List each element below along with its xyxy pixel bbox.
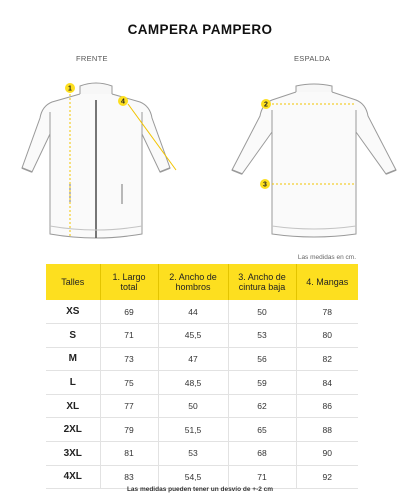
measurement-cell: 83	[100, 465, 158, 489]
measurement-cell: 59	[228, 371, 296, 395]
size-table-header	[46, 264, 358, 300]
measurement-cell: 82	[296, 347, 358, 371]
table-row	[46, 324, 358, 348]
measurement-cell: 75	[100, 371, 158, 395]
table-row	[46, 347, 358, 371]
measurement-cell: 71	[228, 465, 296, 489]
measurement-cell: 44	[158, 300, 228, 324]
measurement-cell: 47	[158, 347, 228, 371]
garment-illustration	[0, 64, 400, 244]
size-table	[46, 264, 358, 489]
marker-4	[118, 96, 128, 106]
measurement-cell: 56	[228, 347, 296, 371]
measurement-cell: 51,5	[158, 418, 228, 442]
size-table-body	[46, 300, 358, 489]
measurement-cell: 68	[228, 442, 296, 466]
table-row	[46, 371, 358, 395]
size-cell: 4XL	[46, 465, 100, 489]
column-header-3: 3. Ancho de cintura baja	[228, 264, 296, 300]
size-cell: 2XL	[46, 418, 100, 442]
size-cell: XS	[46, 300, 100, 324]
measurement-cell: 73	[100, 347, 158, 371]
table-row	[46, 394, 358, 418]
svg-text:2: 2	[264, 101, 268, 109]
measurement-cell: 79	[100, 418, 158, 442]
units-note: Las medidas en cm.	[297, 254, 356, 261]
measurement-cell: 88	[296, 418, 358, 442]
column-header-1: 1. Largo total	[100, 264, 158, 300]
front-jacket-drawing	[22, 83, 170, 238]
marker-1	[65, 83, 75, 93]
measurement-cell: 54,5	[158, 465, 228, 489]
column-header-0: Talles	[46, 264, 100, 300]
svg-text:3: 3	[263, 181, 267, 189]
table-row	[46, 442, 358, 466]
measurement-cell: 81	[100, 442, 158, 466]
svg-text:1: 1	[68, 85, 72, 93]
size-cell: XL	[46, 394, 100, 418]
svg-text:4: 4	[121, 98, 125, 106]
size-cell: M	[46, 347, 100, 371]
footnote: Las medidas pueden tener un desvío de +-2 cm	[126, 486, 274, 493]
back-view-label: ESPALDA	[294, 54, 331, 63]
measurement-cell: 92	[296, 465, 358, 489]
size-cell: 3XL	[46, 442, 100, 466]
measurement-cell: 50	[228, 300, 296, 324]
measurement-cell: 80	[296, 324, 358, 348]
measurement-cell: 69	[100, 300, 158, 324]
measurement-cell: 77	[100, 394, 158, 418]
measurement-cell: 53	[158, 442, 228, 466]
measurement-cell: 90	[296, 442, 358, 466]
measurement-cell: 71	[100, 324, 158, 348]
page-title: CAMPERA PAMPERO	[127, 22, 273, 37]
back-jacket-drawing	[232, 84, 396, 237]
size-cell: L	[46, 371, 100, 395]
measurement-cell: 86	[296, 394, 358, 418]
measurement-cell: 78	[296, 300, 358, 324]
measurement-cell: 53	[228, 324, 296, 348]
column-header-2: 2. Ancho de hombros	[158, 264, 228, 300]
table-row	[46, 418, 358, 442]
size-cell: S	[46, 324, 100, 348]
table-row	[46, 300, 358, 324]
measurement-cell: 50	[158, 394, 228, 418]
measurement-cell: 84	[296, 371, 358, 395]
measurement-cell: 62	[228, 394, 296, 418]
measurement-cell: 65	[228, 418, 296, 442]
front-view-label: FRENTE	[76, 54, 108, 63]
measurement-cell: 45,5	[158, 324, 228, 348]
column-header-4: 4. Mangas	[296, 264, 358, 300]
measurement-cell: 48,5	[158, 371, 228, 395]
marker-3	[260, 179, 270, 189]
marker-2	[261, 99, 271, 109]
